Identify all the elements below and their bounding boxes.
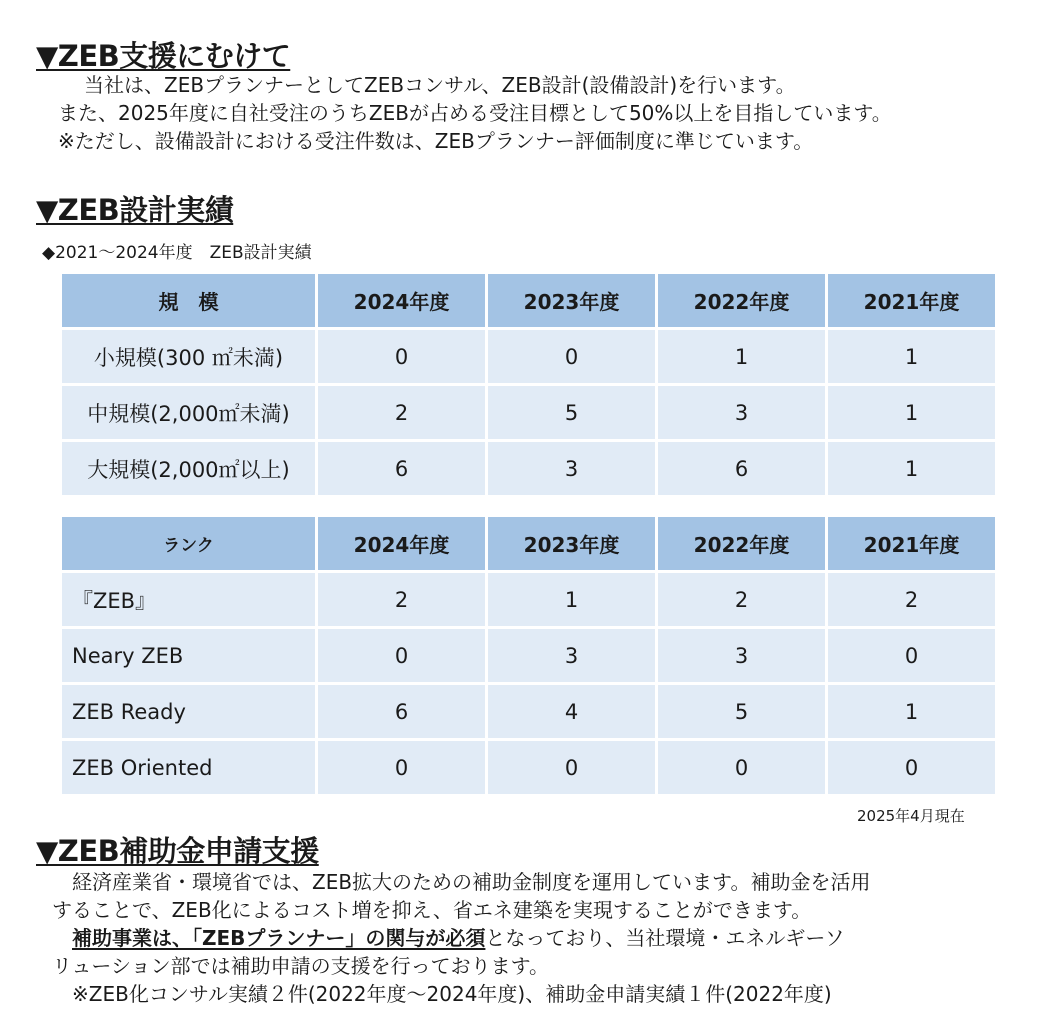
table-cell: 6	[318, 685, 485, 738]
table-row	[62, 741, 995, 794]
subsidy-requirement-emphasis: 補助事業は、「ZEBプランナー」の関与が必須	[72, 926, 486, 950]
table-row	[62, 386, 995, 439]
as-of-date: 2025年4月現在	[857, 807, 965, 825]
table-row	[62, 573, 995, 626]
heading-zeb-subsidy: ▼ZEB補助金申請支援	[36, 834, 319, 868]
table-cell: 0	[828, 629, 995, 682]
table-cell: 1	[828, 330, 995, 383]
table-header-row	[62, 274, 995, 327]
table-row	[62, 442, 995, 495]
header-2024: 2024年度	[318, 274, 485, 327]
table-cell: 2	[318, 573, 485, 626]
table-cell: 0	[318, 330, 485, 383]
table-cell: 0	[318, 629, 485, 682]
subsidy-line-5: ※ZEB化コンサル実績２件(2022年度～2024年度)、補助金申請実績１件(2022年度)	[72, 982, 832, 1006]
table-cell: 3	[488, 629, 655, 682]
table-caption: ◆2021～2024年度 ZEB設計実績	[42, 243, 312, 263]
table-cell: 1	[828, 386, 995, 439]
header-rank: ランク	[62, 517, 315, 570]
table-row	[62, 629, 995, 682]
subsidy-line-2: することで、ZEB化によるコスト増を抑え、省エネ建築を実現することができます。	[52, 898, 812, 922]
rank-results-table	[59, 514, 998, 797]
table-cell: 5	[658, 685, 825, 738]
row-label-zeb-ready: ZEB Ready	[62, 685, 315, 738]
subsidy-line-4: リューション部では補助申請の支援を行っております。	[52, 954, 549, 978]
table-row	[62, 685, 995, 738]
table-cell: 0	[318, 741, 485, 794]
table-cell: 5	[488, 386, 655, 439]
header-2021: 2021年度	[828, 274, 995, 327]
table-cell: 0	[828, 741, 995, 794]
table-cell: 1	[488, 573, 655, 626]
row-label-large: 大規模(2,000㎡以上)	[62, 442, 315, 495]
row-label-zeb: 『ZEB』	[62, 573, 315, 626]
header-2021: 2021年度	[828, 517, 995, 570]
header-scale: 規 模	[62, 274, 315, 327]
row-label-neary-zeb: Neary ZEB	[62, 629, 315, 682]
subsidy-line-3	[72, 925, 845, 951]
support-line-3: ※ただし、設備設計における受注件数は、ZEBプランナー評価制度に準じています。	[58, 129, 814, 153]
table-row	[62, 330, 995, 383]
header-2023: 2023年度	[488, 274, 655, 327]
support-line-2: また、2025年度に自社受注のうちZEBが占める受注目標として50%以上を目指しています。	[58, 101, 892, 125]
header-2023: 2023年度	[488, 517, 655, 570]
table-cell: 1	[828, 442, 995, 495]
header-2022: 2022年度	[658, 274, 825, 327]
row-label-small: 小規模(300 ㎡未満)	[62, 330, 315, 383]
subsidy-line-1: 経済産業省・環境省では、ZEB拡大のための補助金制度を運用しています。補助金を活用	[72, 870, 871, 894]
table-cell: 0	[488, 330, 655, 383]
table-cell: 3	[658, 386, 825, 439]
table-cell: 0	[488, 741, 655, 794]
table-cell: 4	[488, 685, 655, 738]
scale-results-table	[59, 271, 998, 498]
table-cell: 6	[658, 442, 825, 495]
table-cell: 0	[658, 741, 825, 794]
support-line-1: 当社は、ZEBプランナーとしてZEBコンサル、ZEB設計(設備設計)を行います。	[84, 73, 796, 97]
row-label-medium: 中規模(2,000㎡未満)	[62, 386, 315, 439]
table-cell: 2	[318, 386, 485, 439]
table-header-row	[62, 517, 995, 570]
row-label-zeb-oriented: ZEB Oriented	[62, 741, 315, 794]
header-2024: 2024年度	[318, 517, 485, 570]
table-cell: 2	[658, 573, 825, 626]
table-cell: 3	[488, 442, 655, 495]
table-cell: 1	[828, 685, 995, 738]
table-cell: 6	[318, 442, 485, 495]
header-2022: 2022年度	[658, 517, 825, 570]
subsidy-line-3-rest: となっており、当社環境・エネルギーソ	[485, 926, 845, 950]
table-cell: 1	[658, 330, 825, 383]
heading-zeb-design-results: ▼ZEB設計実績	[36, 193, 234, 227]
table-cell: 3	[658, 629, 825, 682]
heading-zeb-support: ▼ZEB支援にむけて	[36, 39, 291, 73]
table-cell: 2	[828, 573, 995, 626]
